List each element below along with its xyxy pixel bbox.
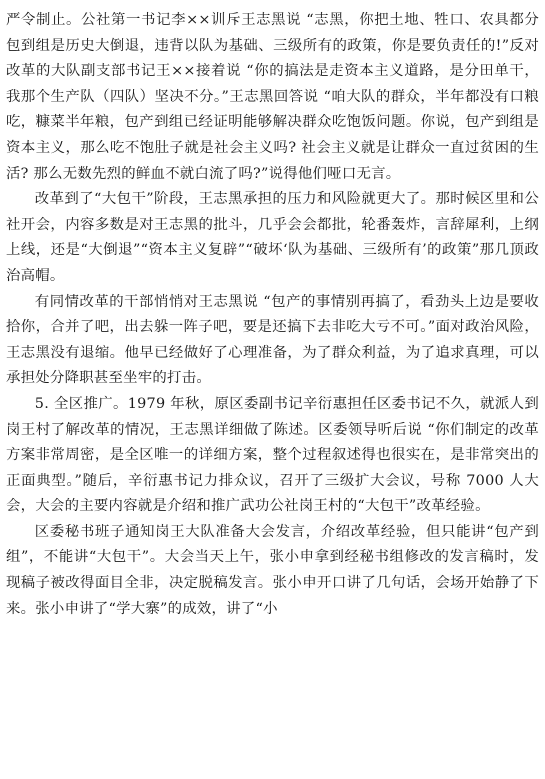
paragraph-2: 改革到了“大包干”阶段，王志黑承担的压力和风险就更大了。那时候区里和公社开会，内容多数是对王志黑的批斗，几乎会会都批，轮番轰炸，言辞犀利，上纲上线，还是“大倒退”“资本主义复辟”“破坏‘队为基础、三级所有’的政策”那几顶政治高帽。: [6, 191, 539, 284]
paragraph-1: 严令制止。公社第一书记李××训斥王志黑说 “志黑，你把土地、牲口、农具都分包到组是历史大倒退，违背以队为基础、三级所有的政策，你是要负责任的!”反对改革的大队副支部书记王××接着说 “你的搞法是走资本主义道路，是分田单干，我那个生产队（四队）坚决不分。”王志黑回答说 “咱大队的群众，半年都没有口粮吃，糠菜半年粮，包产到组已经证明能够解决群众吃饱饭问题。你说，包产到组是资本主义，那么吃不饱肚子就是社会主义吗? 社会主义就是让群众一直过贫困的生活? 那么无数先烈的鲜血不就白流了吗?”说得他们哑口无言。: [6, 12, 539, 182]
paragraph-3: 有同情改革的干部悄悄对王志黑说 “包产的事情别再搞了，看劲头上边是要收拾你，合并了吧，出去躲一阵子吧，要是还搞下去非吃大亏不可。”面对政治风险，王志黑没有退缩。他早已经做好了心理准备，为了群众利益，为了追求真理，可以承担处分降职甚至坐牢的打击。: [6, 293, 539, 387]
paragraph-4: 5. 全区推广。1979 年秋，原区委副书记辛衍惠担任区委书记不久，就派人到岗王村了解改革的情况，王志黑详细做了陈述。区委领导听后说 “你们制定的改革方案非常周密，是全区唯一的详细方案，整个过程叙述得也很实在，是非常突出的正面典型。”随后，辛衍惠书记力排众议，召开了三级扩大会议，号称 7000 人大会，大会的主要内容就是介绍和推广武功公社岗王村的“大包干”改革经验。: [6, 395, 539, 515]
paragraph-5: 区委秘书班子通知岗王大队准备大会发言，介绍改革经验，但只能讲“包产到组”，不能讲“大包干”。大会当天上午，张小申拿到经秘书组修改的发言稿时，发现稿子被改得面目全非，决定脱稿发言。张小申开口讲了几句话，会场开始静了下来。张小申讲了“学大寨”的成效，讲了“小: [6, 523, 539, 617]
